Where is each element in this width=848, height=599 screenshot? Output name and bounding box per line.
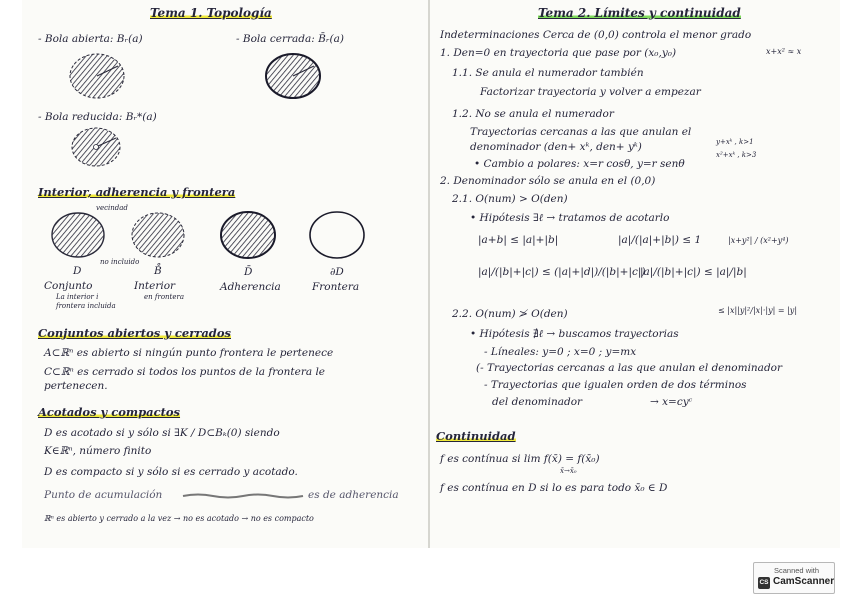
item-2: 2. Denominador sólo se anula en el (0,0): [440, 175, 656, 187]
item-2-1-b: • Hipótesis ∃ℓ → tratamos de acotarlo: [470, 212, 670, 224]
ineq-side: ≤ |x||y|²/|x|·|y| = |y|: [718, 306, 798, 315]
item-1-2-note-2: x²+xᵏ , k>3: [716, 151, 757, 159]
item-2-2: 2.2. O(num) ≯ O(den): [452, 308, 568, 320]
item-2-2-c: - Líneales: y=0 ; x=0 ; y=mx: [484, 346, 637, 358]
den-cero: 1. Den=0 en trayectoria que pase por (x₀,y₀): [440, 47, 677, 59]
line-compacto: D es compacto si y sólo si es cerrado y acotado.: [44, 466, 298, 478]
caption-conjunto-sub-2: frontera incluida: [56, 302, 116, 310]
ineq-2a: |a|/(|b|+|c|) ≤ (|a|+|d|)/(|b|+|c|): [478, 266, 646, 278]
line-acotado-1: D es acotado si y sólo si ∃K / D⊂Bₖ(0) siendo: [44, 427, 280, 439]
topology-figures: [48, 208, 388, 266]
item-2-2-e: - Trayectorias que igualen orden de dos términos: [484, 379, 747, 391]
ineq-2b: |a|/(|b|+|c|) ≤ |a|/|b|: [640, 266, 747, 278]
ineq-1b: |a|/(|a|+|b|) ≤ 1: [618, 234, 702, 246]
continuity-def-1-sub: x̄→x̄₀: [560, 467, 577, 475]
bola-reducida-label: - Bola reducida: Bᵣ*(a): [38, 111, 157, 123]
label-interior-symbol: B̊: [154, 265, 162, 277]
indeterminaciones: Indeterminaciones Cerca de (0,0) controla el menor grado: [440, 29, 752, 41]
section-acotados: Acotados y compactos: [38, 405, 181, 419]
section-continuidad: Continuidad: [436, 429, 516, 443]
section-conjuntos: Conjuntos abiertos y cerrados: [38, 326, 231, 340]
continuity-def-1: f es contínua si lim f(x̄) = f(x̄₀): [440, 453, 600, 465]
line-acumulacion-b: es de adherencia: [308, 489, 399, 501]
den-cero-note: x+x² ≈ x: [766, 47, 802, 56]
item-1-1: 1.1. Se anula el numerador también: [452, 67, 644, 79]
closed-ball-figure: [264, 52, 324, 102]
bola-abierta-label: - Bola abierta: Bᵣ(a): [38, 33, 143, 45]
strike-scribble: [183, 493, 303, 499]
line-acotado-2: K∈ℝⁿ, número finito: [44, 445, 152, 457]
label-boundary-symbol: ∂D: [330, 266, 344, 278]
ineq-1a: |a+b| ≤ |a|+|b|: [478, 234, 559, 246]
note-no-incluido: no incluido: [100, 258, 140, 266]
item-1-2-b: Trayectorias cercanas a las que anulan el: [470, 126, 692, 138]
ineq-1c: |x+y²| / (x²+y⁴): [728, 236, 789, 245]
item-2-2-d: (- Trayectorias cercanas a las que anulan el denominador: [476, 362, 783, 374]
badge-scanned-with: Scanned with: [774, 566, 820, 575]
open-ball-figure: [68, 52, 128, 102]
continuity-def-2: f es contínua en D si lo es para todo x̄₀ ∈ D: [440, 482, 668, 494]
item-1-2-polar: • Cambio a polares: x=r cosθ, y=r senθ: [474, 158, 685, 170]
item-1-1-b: Factorizar trayectoria y volver a empezar: [480, 86, 701, 98]
line-cerrado-1: C⊂ℝⁿ es cerrado si todos los puntos de la frontera le: [44, 366, 326, 378]
caption-interior: Interior: [134, 280, 176, 292]
label-closure-symbol: D̄: [244, 266, 253, 278]
bola-cerrada-label: - Bola cerrada: B̄ᵣ(a): [236, 33, 344, 45]
section-interior: Interior, adherencia y frontera: [38, 185, 236, 199]
item-2-1: 2.1. O(num) > O(den): [452, 193, 568, 205]
item-2-2-b: • Hipótesis ∄ℓ → buscamos trayectorias: [470, 328, 679, 340]
caption-adherencia: Adherencia: [220, 281, 281, 293]
line-cerrado-2: pertenecen.: [44, 380, 108, 392]
line-rn: ℝⁿ es abierto y cerrado a la vez → no es acotado → no es compacto: [44, 514, 314, 523]
label-d: D: [73, 265, 82, 277]
caption-conjunto: Conjunto: [44, 280, 93, 292]
page-fold: [428, 0, 430, 548]
camscanner-logo-icon: CS: [758, 577, 770, 589]
item-1-2-c: denominador (den+ xᵏ, den+ yᵏ): [470, 141, 642, 153]
item-1-2-note-1: y+xᵏ , k>1: [716, 138, 754, 146]
left-title: Tema 1. Topología: [150, 6, 272, 20]
caption-frontera: Frontera: [312, 281, 360, 293]
right-title: Tema 2. Límites y continuidad: [538, 6, 741, 20]
line-acumulacion-a: Punto de acumulación: [44, 489, 163, 501]
note-vecindad: vecindad: [96, 204, 128, 212]
item-1-2: 1.2. No se anula el numerador: [452, 108, 614, 120]
badge-brand: CamScanner: [773, 576, 835, 587]
caption-conjunto-sub-1: La interior i: [56, 293, 99, 301]
camscanner-badge: [753, 562, 835, 594]
item-2-2-f-tail: → x=cyᶜ: [650, 396, 693, 408]
line-abierto: A⊂ℝⁿ es abierto si ningún punto frontera le pertenece: [44, 347, 334, 359]
reduced-ball-figure: [70, 126, 124, 170]
item-2-2-f: del denominador: [492, 396, 583, 408]
caption-interior-sub: en frontera: [144, 293, 185, 301]
